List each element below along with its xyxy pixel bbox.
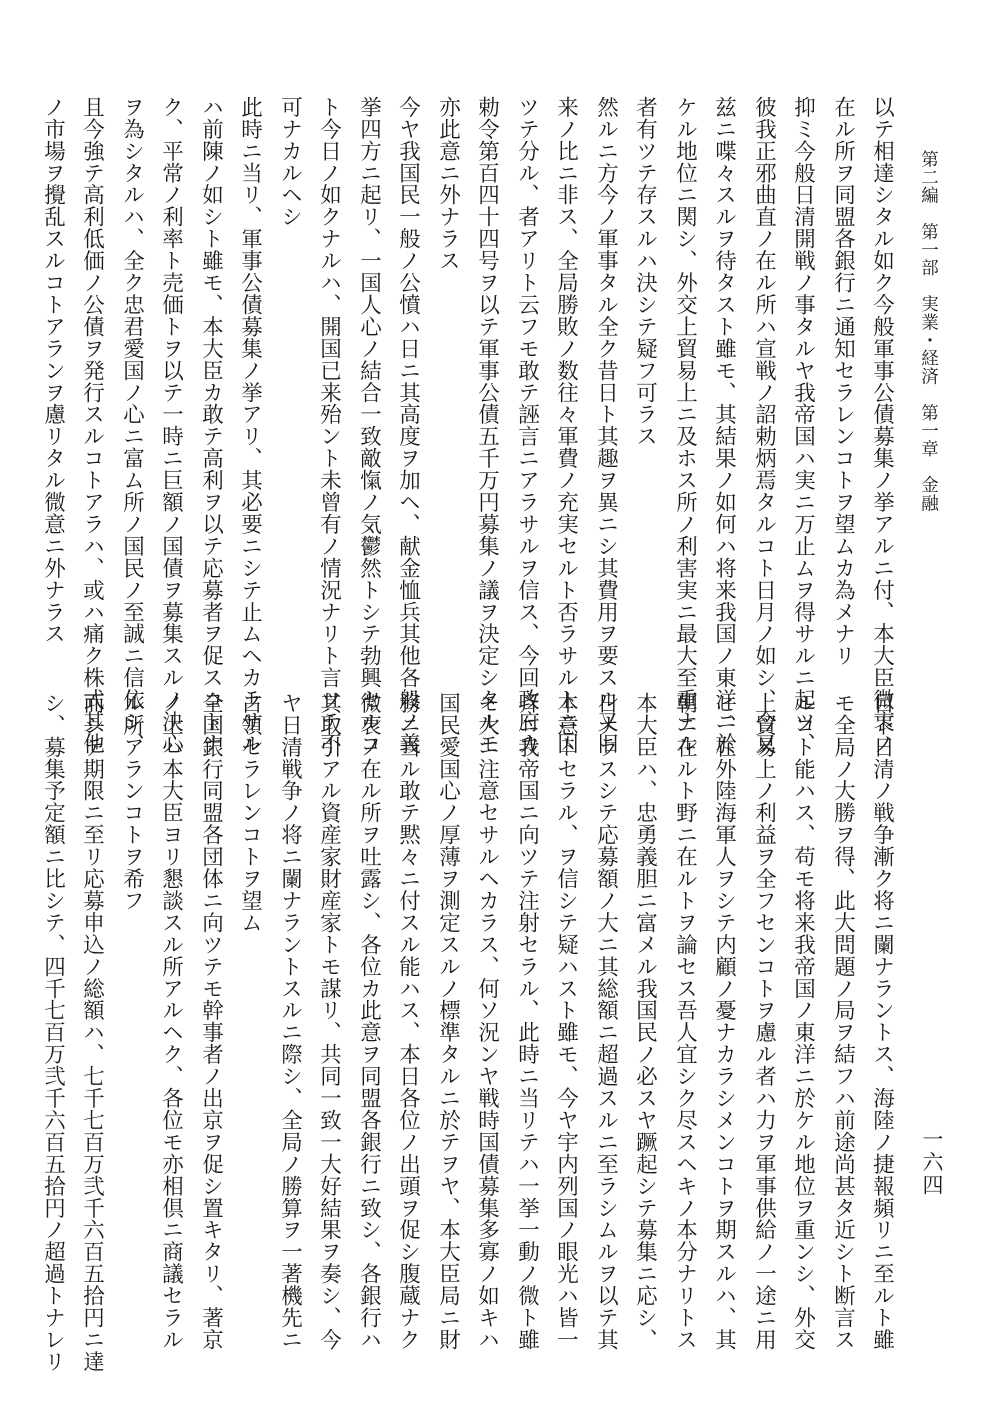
upper-column: 勅令第百四十四号ヲ以テ軍事公債五千万円募集ノ議ヲ決定シタルモ xyxy=(474,96,500,755)
lower-column: 日ナラスシテ応募額ノ大ニ其総額ニ超過スルニ至ラシムルヲ以テ其 xyxy=(593,692,619,1351)
upper-column: 兹ニ喋々スルヲ待タスト雖モ、其結果ノ如何ハ将来我国ノ東洋ニ於 xyxy=(711,96,737,755)
upper-column: 挙四方ニ起リ、一国人心ノ結合一致敵愾ノ気鬱然トシテ勃興セルコ xyxy=(356,96,382,755)
lower-column: モ大ニ注意セサルヘカラス、何ソ況ンヤ戦時国債募集多寡ノ如キハ xyxy=(474,692,500,1351)
upper-column: 抑ミ今般日清開戦ノ事タルヤ我帝国ハ実ニ万止ムヲ得サルニ起ツ、 xyxy=(790,96,816,755)
lower-column: 上貿易上ノ利益ヲ全フセンコトヲ慮ル者ハ力ヲ軍事供給ノ一途ニ用 xyxy=(751,692,777,1351)
lower-column: 斉ニ我帝国ニ向ツテ注射セラル、此時ニ当リテハ一挙一動ノ微ト雖 xyxy=(514,692,540,1351)
upper-column: 然ルニ方今ノ軍事タル全ク昔日ト其趣ヲ異ニシ其費用ヲ要スル又旧 xyxy=(593,96,619,755)
lower-column: ルコト能ハス、苟モ将来我帝国ノ東洋ニ於ケル地位ヲ重ンシ、外交 xyxy=(790,692,816,1351)
upper-column: 今ヤ我国民一般ノ公憤ハ日ニ其高度ヲ加ヘ、献金恤兵其他各般ノ義 xyxy=(395,96,421,755)
lower-column: 朝ニ在ルト野ニ在ルトヲ論セス吾人宜シク尽スヘキノ本分ナリトス xyxy=(672,692,698,1351)
upper-column: ケル地位ニ関シ、外交上貿易上ニ及ホス所ノ利害実ニ最大至重ナル xyxy=(672,96,698,755)
upper-column: ハ前陳ノ如シト雖モ、本大臣カ敢テ高利ヲ以テ応募者ヲ促スコトナ xyxy=(198,96,224,755)
lower-column: ル所アランコトヲ希フ xyxy=(119,692,145,912)
lower-column: 其取引アル資産家財産家トモ謀リ、共同一致一大好結果ヲ奏シ、今 xyxy=(316,692,342,1351)
lower-column: 国民愛国心ノ厚薄ヲ測定スルノ標準タルニ於テヲヤ、本大臣局ニ財 xyxy=(435,692,461,1351)
upper-column: ツテ分ル、者アリト云フモ敢テ誣言ニアラサルヲ信ス、今回政府カ xyxy=(514,96,540,755)
lower-column: ヒ、在外陸海軍人ヲシテ内顧ノ憂ナカラシメンコトヲ期スルハ、其 xyxy=(711,692,737,1351)
lower-column: 全国銀行同盟各団体ニ向ツテモ幹事者ノ出京ヲ促シ置キタリ、著京 xyxy=(198,692,224,1351)
upper-column: 者有ツテ存スルハ決シテ疑フ可ラス xyxy=(632,96,658,448)
lower-column: 本意トセラル、ヲ信シテ疑ハスト雖モ、今ヤ宇内列国ノ眼光ハ皆一 xyxy=(553,692,579,1351)
upper-column: 在ル所ヲ同盟各銀行ニ通知セラレンコトヲ望ムカ為メナリ xyxy=(830,96,856,667)
running-head: 第二編 第一部 実業・経済 第一章 金融 xyxy=(918,150,939,512)
upper-column: 且今強テ高利低価ノ公債ヲ発行スルコトアラハ、或ハ痛ク株式其他 xyxy=(79,96,105,755)
upper-column: ク、平常ノ利率ト売価トヲ以テ一時ニ巨額ノ国債ヲ募集スルノ決心 xyxy=(158,96,184,755)
upper-column: ヲ為シタルハ、全ク忠君愛国ノ心ニ富ム所ノ国民ノ至誠ニ信依シ、 xyxy=(119,96,145,755)
lower-column: 占領セラレンコトヲ望ム xyxy=(237,692,263,934)
upper-column: 来ノ比ニ非ス、全局勝敗ノ数往々軍費ノ充実セルト否ラサルトニ因 xyxy=(553,96,579,755)
lower-column: ヤ日清戦争ノ将ニ闌ナラントスルニ際シ、全局ノ勝算ヲ一著機先ニ xyxy=(277,692,303,1351)
lower-column: シ、募集予定額ニ比シテ、四千七百万弐千六百五拾円ノ超過トナレリ xyxy=(40,692,66,1373)
upper-column: 以テ相達シタル如ク今般軍事公債募集ノ挙アルニ付、本大臣微衷ノ xyxy=(869,96,895,755)
page-number: 一六四 xyxy=(920,1128,944,1197)
upper-column: 可ナカルヘシ xyxy=(277,96,303,228)
upper-column: 彼我正邪曲直ノ在ル所ハ宣戦ノ詔勅炳焉タルコト日月ノ如シ、今又 xyxy=(751,96,777,755)
lower-column: 微衷ノ在ル所ヲ吐露シ、各位カ此意ヲ同盟各銀行ニ致シ、各銀行ハ xyxy=(356,692,382,1351)
upper-column: ノ市場ヲ攪乱スルコトアランヲ慮リタル微意ニ外ナラス xyxy=(40,96,66,645)
lower-column: 目下日清ノ戦争漸ク将ニ闌ナラントス、海陸ノ捷報頻リニ至ルト雖 xyxy=(869,692,895,1351)
upper-column: 亦此意ニ外ナラス xyxy=(435,96,461,272)
lower-column: モ全局ノ大勝ヲ得、此大問題ノ局ヲ結フハ前途尚甚タ近シト断言ス xyxy=(830,692,856,1351)
lower-column: 本大臣ハ、忠勇義胆ニ富メル我国民ノ必スヤ蹶起シテ募集ニ応シ、 xyxy=(632,692,658,1351)
lower-column: 務ニ当ル敢テ黙々ニ付スル能ハス、本日各位ノ出頭ヲ促シ腹蔵ナク xyxy=(395,692,421,1351)
lower-column: 而シテ期限ニ至リ応募申込ノ総額ハ、七千七百万弐千六百五拾円ニ達 xyxy=(79,692,105,1373)
lower-column: ノ上ハ本大臣ヨリ懇談スル所アルヘク、各位モ亦相倶ニ商議セラル xyxy=(158,692,184,1351)
upper-column: ト今日ノ如クナルハ、開国已来殆ント未曾有ノ情況ナリト言ツテ不 xyxy=(316,96,342,755)
upper-column: 此時ニ当リ、軍事公債募集ノ挙アリ、其必要ニシテ止ムヘカラサル xyxy=(237,96,263,755)
